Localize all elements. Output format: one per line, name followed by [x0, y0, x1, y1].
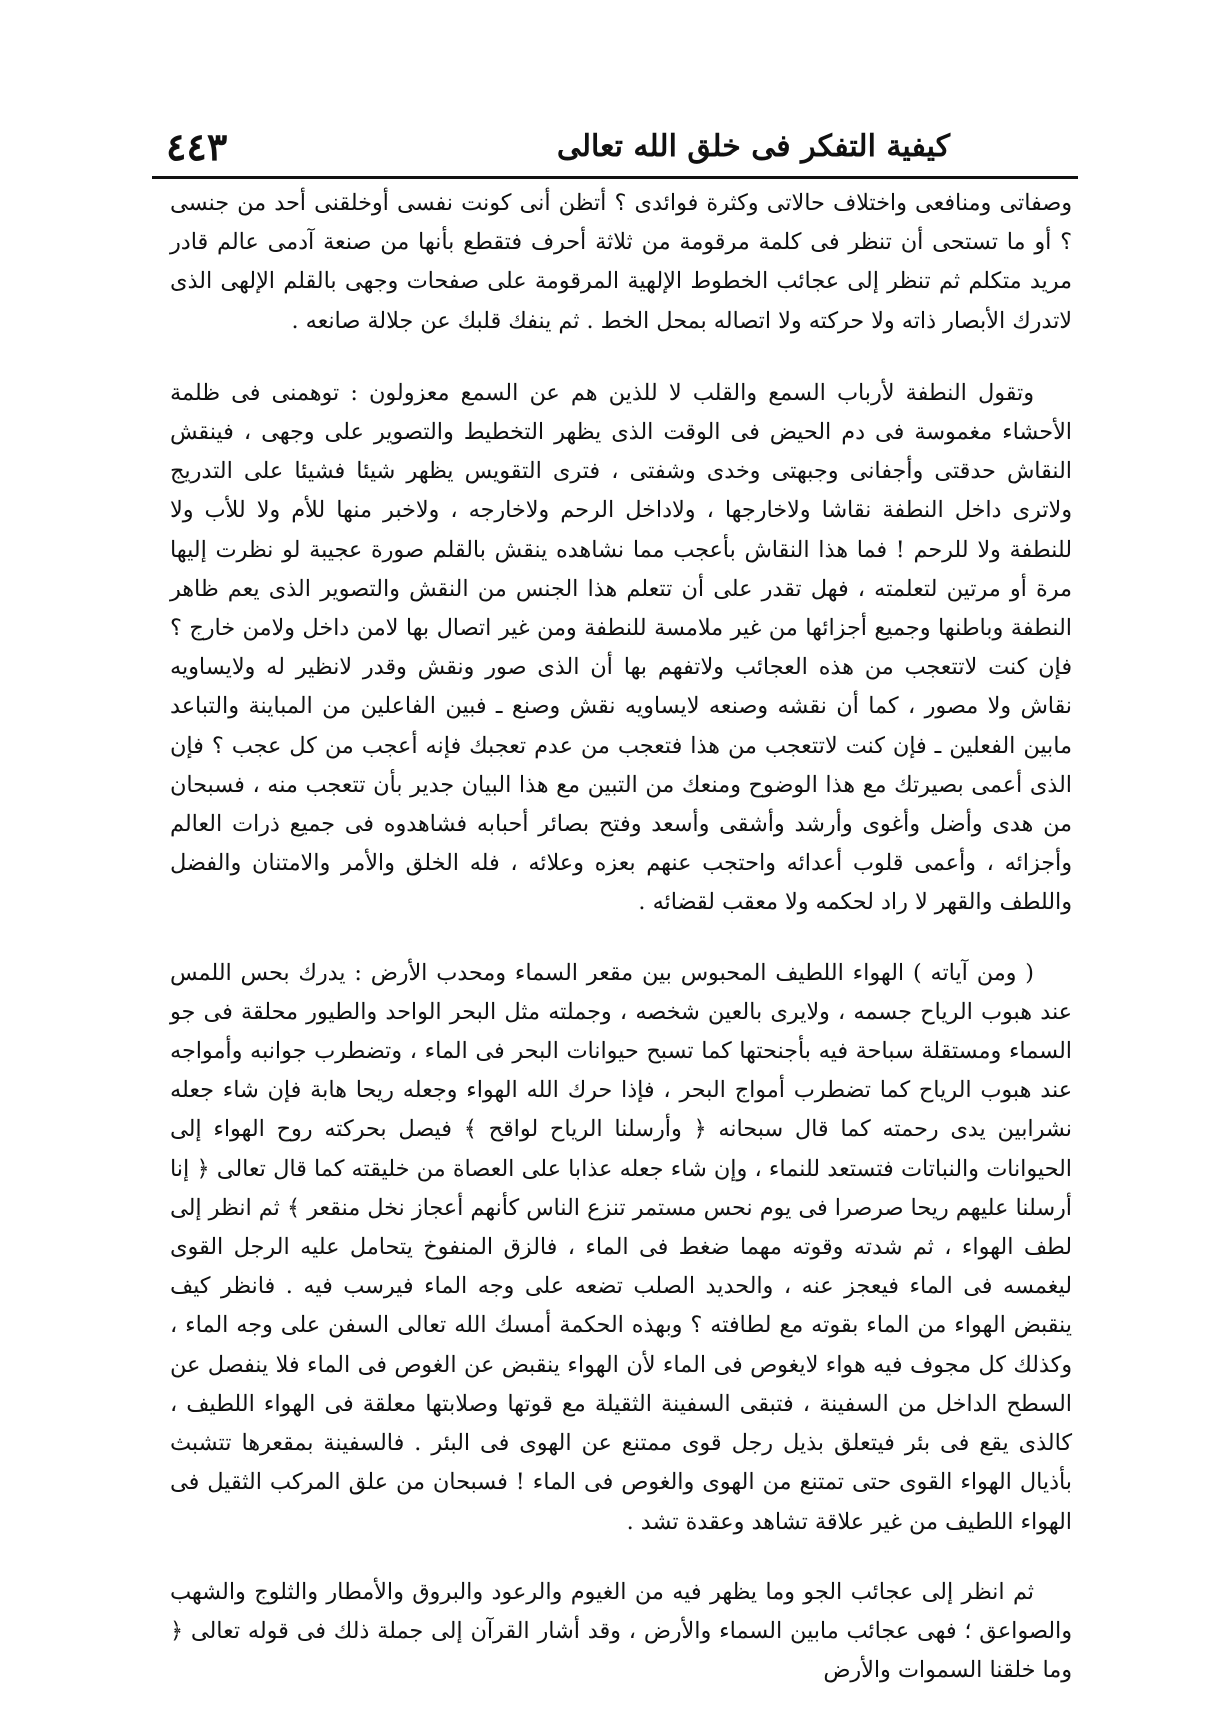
paragraph-2: وتقول النطفة لأرباب السمع والقلب لا للذين هم عن السمع معزولون : توهمنى فى ظلمة الأحشاء مغموسة فى دم الحيض فى الوقت الذى يظهر التخطيط والتصوير على وجهى ، فينقش النقاش حدقتى وأجفانى وجبهتى وخدى وشفتى ، فترى التقويس يظهر شيئا فشيئا على التدريج ولاترى داخل النطفة نقاشا ولاخارجها ، ولاداخل الرحم ولاخارجه ، ولاخبر منها للأم ولا للأب ولا للنطفة ولا للرحم ! فما هذا النقاش بأعجب مما نشاهده ينقش بالقلم صورة عجيبة لو نظرت إليها مرة أو مرتين لتعلمته ، فهل تقدر على أن تتعلم هذا الجنس من النقش والتصوير الذى يعم ظاهر النطفة وباطنها وجميع أجزائها من غير ملامسة للنطفة ومن غير اتصال بها لامن داخل ولامن خارج ؟ فإن كنت لاتتعجب من هذه العجائب ولاتفهم بها أن الذى صور ونقش وقدر لانظير له ولايساويه نقاش ولا مصور ، كما أن نقشه وصنعه لايساويه نقش وصنع ـ فبين الفاعلين من المباينة والتباعد مابين الفعلين ـ فإن كنت لاتتعجب من هذا فتعجب من عدم تعجبك فإنه أعجب من كل عجب ؟ فإن الذى أعمى بصيرتك مع هذا الوضوح ومنعك من التبين مع هذا البيان جدير بأن تتعجب منه ، فسبحان من هدى وأضل وأغوى وأرشد وأشقى وأسعد وفتح بصائر أحبابه فشاهدوه فى جميع ذرات العالم وأجزائه ، وأعمى قلوب أعدائه واحتجب عنهم بعزه وعلائه ، فله الخلق والأمر والامتنان والفضل واللطف والقهر لا راد لحكمه ولا معقب لقضائه . — [170, 379, 1072, 916]
running-title: كيفية التفكر فى خلق الله تعالى — [556, 129, 950, 164]
header-rule — [152, 176, 1078, 179]
main-text — [170, 184, 1072, 1690]
page-number: ٤٤٣ — [166, 124, 228, 169]
page-header — [160, 118, 1070, 176]
paragraph-1: وصفاتى ومنافعى واختلاف حالاتى وكثرة فوائدى ؟ أتظن أنى كونت نفسى أوخلقنى أحد من جنسى ؟ أو ما تستحى أن تنظر فى كلمة مرقومة من ثلاثة أحرف فتقطع بأنها من صنعة آدمى عالم قادر مريد متكلم ثم تنظر إلى عجائب الخطوط الإلهية المرقومة على صفحات وجهى بالقلم الإلهى الذى لاتدرك الأبصار ذاته ولا حركته ولا اتصاله بمحل الخط . ثم ينفك قلبك عن جلالة صانعه . — [170, 190, 1072, 334]
paragraph-3: ( ومن آياته ) الهواء اللطيف المحبوس بين مقعر السماء ومحدب الأرض : يدرك بحس اللمس عند هبوب الرياح جسمه ، ولايرى بالعين شخصه ، وجملته مثل البحر الواحد والطيور محلقة فى جو السماء ومستقلة سباحة فيه بأجنحتها كما تسبح حيوانات البحر فى الماء ، وتضطرب جوانبه وأمواجه عند هبوب الرياح كما تضطرب أمواج البحر ، فإذا حرك الله الهواء وجعله ريحا هابة فإن شاء جعله نشرابين يدى رحمته كما قال سبحانه ﴿ وأرسلنا الرياح لواقح ﴾ فيصل بحركته روح الهواء إلى الحيوانات والنباتات فتستعد للنماء ، وإن شاء جعله عذابا على العصاة من خليقته كما قال تعالى ﴿ إنا أرسلنا عليهم ريحا صرصرا فى يوم نحس مستمر تنزع الناس كأنهم أعجاز نخل منقعر ﴾ ثم انظر إلى لطف الهواء ، ثم شدته وقوته مهما ضغط فى الماء ، فالزق المنفوخ يتحامل عليه الرجل القوى ليغمسه فى الماء فيعجز عنه ، والحديد الصلب تضعه على وجه الماء فيرسب فيه . فانظر كيف ينقبض الهواء من الماء بقوته مع لطافته ؟ وبهذه الحكمة أمسك الله تعالى السفن على وجه الماء ، وكذلك كل مجوف فيه هواء لايغوص فى الماء لأن الهواء ينقبض عن الغوص فى الماء فلا ينفصل عن السطح الداخل من السفينة ، فتبقى السفينة الثقيلة مع قوتها وصلابتها معلقة فى الهواء اللطيف ، كالذى يقع فى بئر فيتعلق بذيل رجل قوى ممتنع عن الهوى فى البئر . فالسفينة بمقعرها تتشبث بأذيال الهواء القوى حتى تمتنع من الهوى والغوص فى الماء ! فسبحان من علق المركب الثقيل فى الهواء اللطيف من غير علاقة تشاهد وعقدة تشد . — [170, 959, 1072, 1535]
paragraph-4: ثم انظر إلى عجائب الجو وما يظهر فيه من الغيوم والرعود والبروق والأمطار والثلوج والشهب والصواعق ؛ فهى عجائب مابين السماء والأرض ، وقد أشار القرآن إلى جملة ذلك فى قوله تعالى ﴿ وما خلقنا السموات والأرض — [170, 1578, 1072, 1684]
